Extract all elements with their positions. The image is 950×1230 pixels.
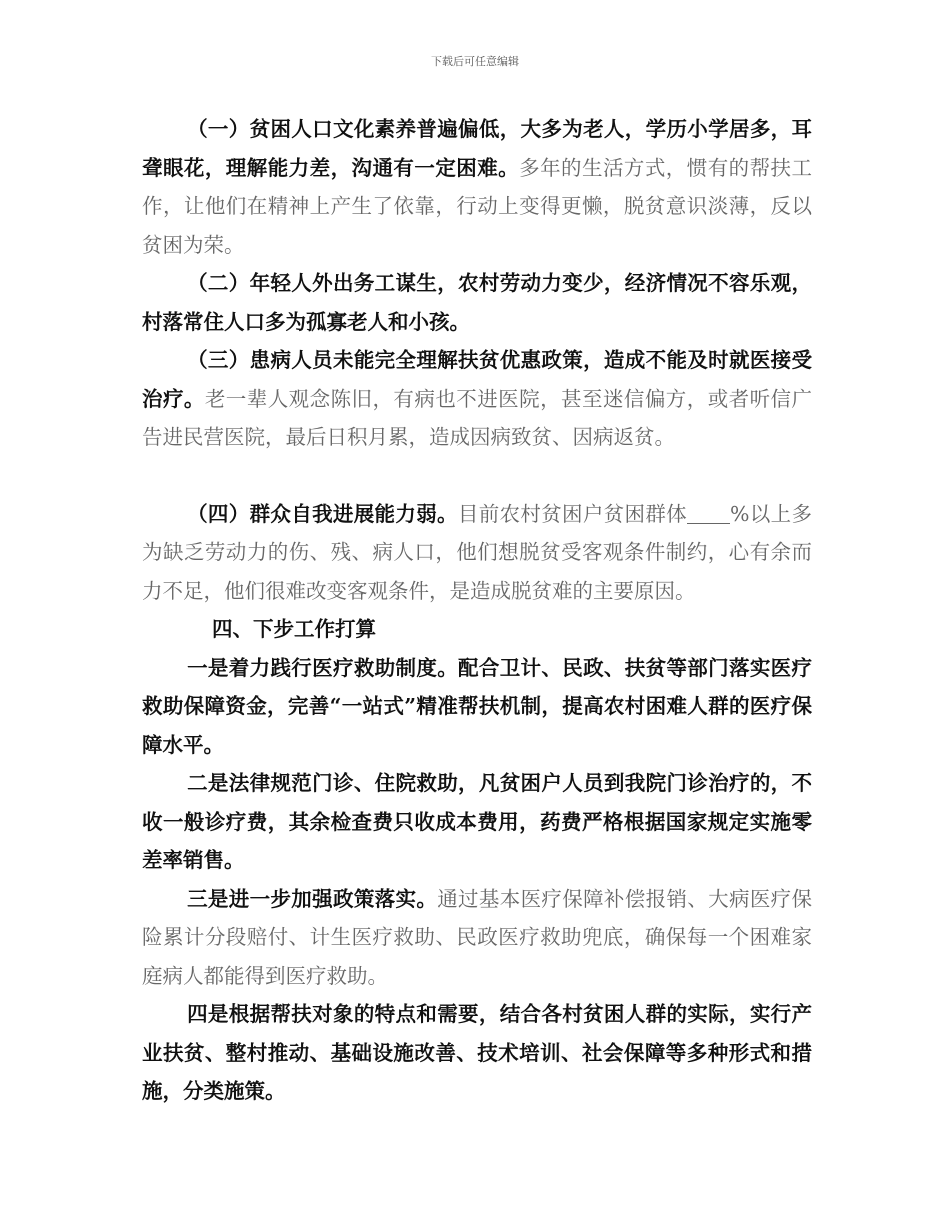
document-body	[142, 110, 812, 1111]
paragraph-2-bold: （二）年轻人外出务工谋生，农村劳动力变少，经济情况不容乐观，村落常住人口多为孤寡老人和小孩。	[142, 271, 812, 334]
section-heading: 四、下步工作打算	[212, 617, 376, 641]
plan-2	[142, 764, 812, 880]
paragraph-4-normal-before: 目前农村贫困户贫困群体	[457, 501, 687, 526]
paragraph-3-bold: （三）患病人员未能完全理解扶贫优惠政策，造成不能及时就医接受治疗。	[142, 348, 812, 411]
plan-1-bold: 一是着力践行医疗救助制度。配合卫计、民政、扶贫等部门落实医疗救助保障资金，完善“一站式”精准帮扶机制，提高农村困难人群的医疗保障水平。	[142, 655, 812, 757]
plan-4-bold: 四是根据帮扶对象的特点和需要，结合各村贫困人群的实际，实行产业扶贫、整村推动、基础设施改善、技术培训、社会保障等多种形式和措施，分类施策。	[142, 1002, 812, 1103]
paragraph-3	[142, 341, 812, 457]
fill-in-blank	[687, 502, 730, 524]
paragraph-3-normal: 老一辈人观念陈旧，有病也不进医院，甚至迷信偏方，或者听信广告进民营医院，最后日积月累，造成因病致贫、因病返贫。	[142, 386, 813, 449]
paragraph-2	[142, 264, 812, 341]
paragraph-1	[142, 110, 812, 264]
paragraph-4-bold: （四）群众自我进展能力弱。	[187, 501, 458, 526]
paragraph-1-normal: 多年的生活方式，惯有的帮扶工作，让他们在精神上产生了依靠，行动上变得更懒，脱贫意识淡薄，反以贫困为荣。	[142, 155, 813, 257]
plan-4	[142, 995, 812, 1111]
paragraph-4-normal-after: %以上多为缺乏劳动力的伤、残、病人口，他们想脱贫受客观条件制约，心有余而力不足，他们很难改变客观条件，是造成脱贫难的主要原因。	[142, 501, 813, 603]
plan-3-bold: 三是进一步加强政策落实。	[187, 886, 438, 911]
page-header: 下载后可任意编辑	[431, 55, 519, 68]
plan-3	[142, 880, 812, 996]
paragraph-1-bold: （一）贫困人口文化素养普遍偏低，大多为老人，学历小学居多，耳聋眼花，理解能力差，沟通有一定困难。	[142, 117, 812, 180]
plan-1	[142, 649, 812, 765]
plan-3-normal: 通过基本医疗保障补偿报销、大病医疗保险累计分段赔付、计生医疗救助、民政医疗救助兜底，确保每一个困难家庭病人都能得到医疗救助。	[142, 886, 813, 988]
paragraph-4	[142, 495, 812, 611]
plan-2-bold: 二是法律规范门诊、住院救助，凡贫困户人员到我院门诊治疗的，不收一般诊疗费，其余检查费只收成本费用，药费严格根据国家规定实施零差率销售。	[142, 771, 812, 872]
